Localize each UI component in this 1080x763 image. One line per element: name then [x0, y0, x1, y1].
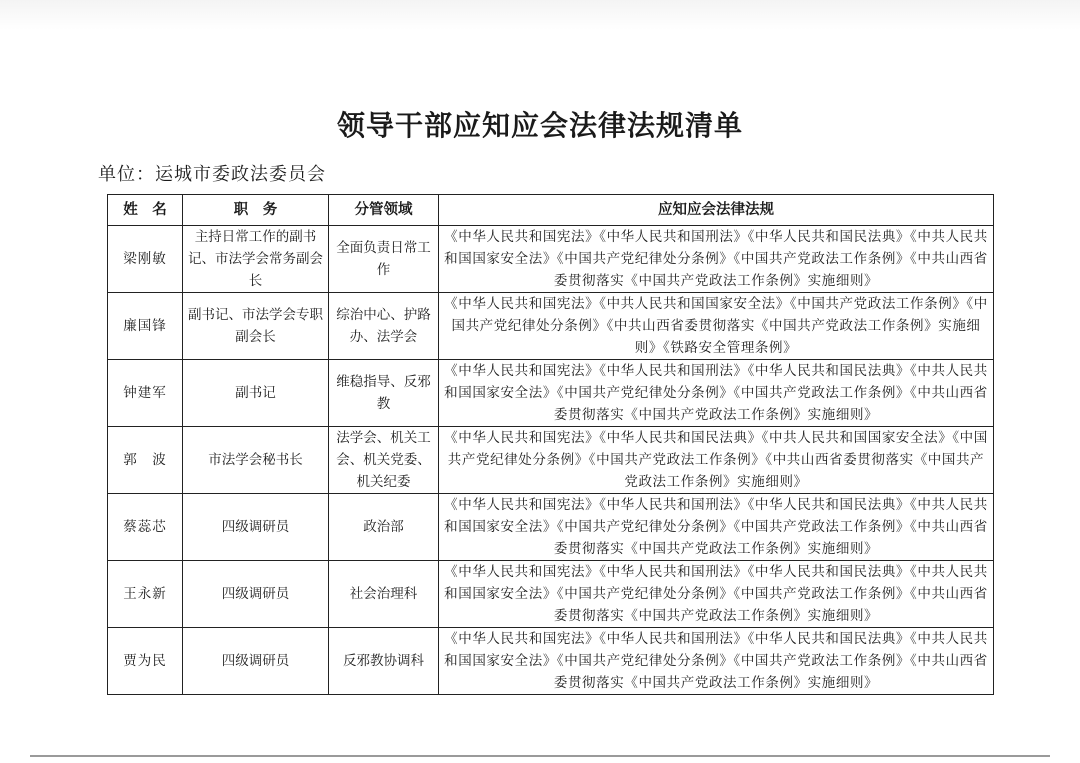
- unit-line: 单位：运城市委政法委员会: [98, 164, 326, 185]
- row-laws: 《中华人民共和国宪法》《中华人民共和国刑法》《中华人民共和国民法典》《中共人民共和国国家安全法》《中国共产党纪律处分条例》《中国共产党政法工作条例》《中共山西省委贯彻落实《中国共产党政法工作条例》实施细则》: [439, 628, 994, 695]
- row-area: 综治中心、护路办、法学会: [329, 293, 439, 360]
- row-area: 全面负责日常工作: [329, 226, 439, 293]
- row-position: 四级调研员: [183, 628, 329, 695]
- row-laws: 《中华人民共和国宪法》《中华人民共和国刑法》《中华人民共和国民法典》《中共人民共和国国家安全法》《中国共产党纪律处分条例》《中国共产党政法工作条例》《中共山西省委贯彻落实《中国共产党政法工作条例》实施细则》: [439, 561, 994, 628]
- table-row: [108, 226, 994, 293]
- row-area: 社会治理科: [329, 561, 439, 628]
- table-row: [108, 561, 994, 628]
- row-laws: 《中华人民共和国宪法》《中华人民共和国民法典》《中共人民共和国国家安全法》《中国共产党纪律处分条例》《中国共产党政法工作条例》《中共山西省委贯彻落实《中国共产党政法工作条例》实施细则》: [439, 427, 994, 494]
- header-laws: 应知应会法律法规: [439, 195, 994, 226]
- row-name: 蔡蕊芯: [108, 494, 183, 561]
- law-list-table: [107, 194, 994, 695]
- table-row: [108, 628, 994, 695]
- row-name: 钟建军: [108, 360, 183, 427]
- row-area: 法学会、机关工会、机关党委、机关纪委: [329, 427, 439, 494]
- scan-top-shading: [0, 0, 1080, 30]
- table-row: [108, 427, 994, 494]
- row-laws: 《中华人民共和国宪法》《中华人民共和国刑法》《中华人民共和国民法典》《中共人民共和国国家安全法》《中国共产党纪律处分条例》《中国共产党政法工作条例》《中共山西省委贯彻落实《中国共产党政法工作条例》实施细则》: [439, 226, 994, 293]
- header-area: 分管领域: [329, 195, 439, 226]
- row-name: 梁刚敏: [108, 226, 183, 293]
- row-area: 政治部: [329, 494, 439, 561]
- row-name: 廉国锋: [108, 293, 183, 360]
- row-laws: 《中华人民共和国宪法》《中华人民共和国刑法》《中华人民共和国民法典》《中共人民共和国国家安全法》《中国共产党纪律处分条例》《中国共产党政法工作条例》《中共山西省委贯彻落实《中国共产党政法工作条例》实施细则》: [439, 360, 994, 427]
- row-name: 王永新: [108, 561, 183, 628]
- table-row: [108, 360, 994, 427]
- row-name: 郭 波: [108, 427, 183, 494]
- header-position: 职 务: [183, 195, 329, 226]
- table-row: [108, 293, 994, 360]
- row-position: 副书记: [183, 360, 329, 427]
- row-laws: 《中华人民共和国宪法》《中共人民共和国国家安全法》《中国共产党政法工作条例》《中国共产党纪律处分条例》《中共山西省委贯彻落实《中国共产党政法工作条例》实施细则》《铁路安全管理条例》: [439, 293, 994, 360]
- table-header-row: [108, 195, 994, 226]
- row-name: 贾为民: [108, 628, 183, 695]
- row-position: 副书记、市法学会专职副会长: [183, 293, 329, 360]
- row-area: 维稳指导、反邪教: [329, 360, 439, 427]
- scan-bottom-edge: [30, 755, 1050, 757]
- header-name: 姓 名: [108, 195, 183, 226]
- row-position: 四级调研员: [183, 494, 329, 561]
- row-position: 主持日常工作的副书记、市法学会常务副会长: [183, 226, 329, 293]
- row-area: 反邪教协调科: [329, 628, 439, 695]
- document-title: 领导干部应知应会法律法规清单: [336, 109, 743, 142]
- row-position: 市法学会秘书长: [183, 427, 329, 494]
- row-laws: 《中华人民共和国宪法》《中华人民共和国刑法》《中华人民共和国民法典》《中共人民共和国国家安全法》《中国共产党纪律处分条例》《中国共产党政法工作条例》《中共山西省委贯彻落实《中国共产党政法工作条例》实施细则》: [439, 494, 994, 561]
- table-row: [108, 494, 994, 561]
- row-position: 四级调研员: [183, 561, 329, 628]
